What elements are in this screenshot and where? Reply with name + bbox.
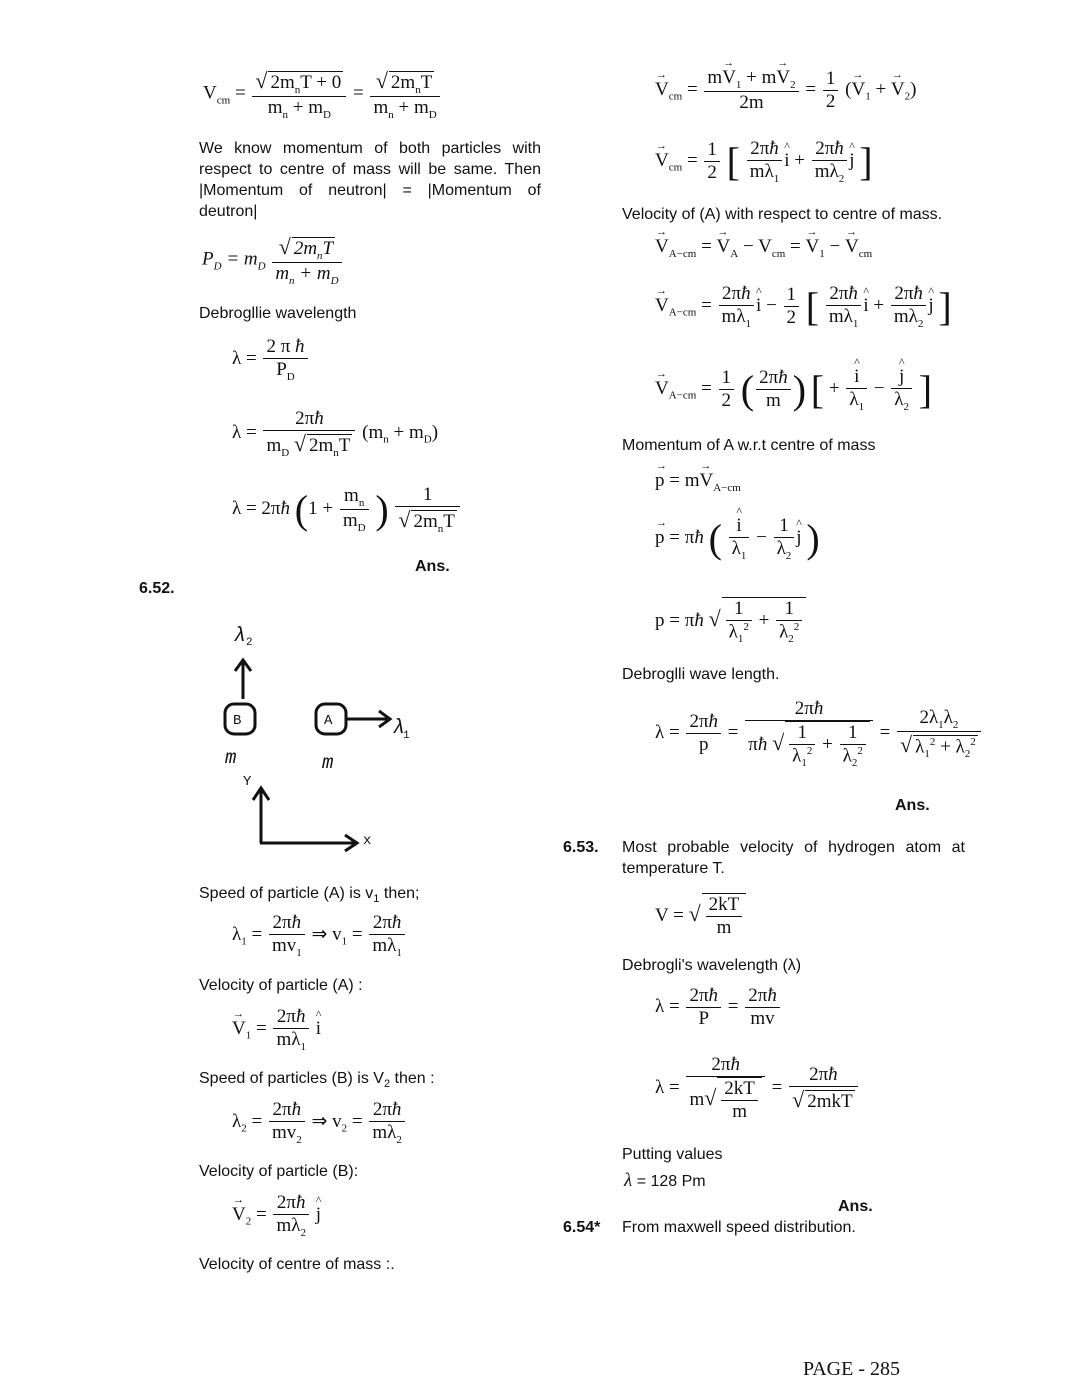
debroglis-wavelength-label: Debrogli's wavelength (λ) <box>622 957 802 974</box>
axis-x-label: x <box>363 833 372 849</box>
intro-paragraph: We know momentum of both particles with respect to centre of mass will be same. Then |Momentum of neutron| = |Momentum of deutron| <box>199 140 541 220</box>
question-number-6-54: 6.54* <box>563 1219 601 1236</box>
equation-vcm-components: → $V_{cm}$ = $\frac{1}{2}$ [ $\frac{2\pi ħ}{m\lambda_1}$ ^ i + $\frac{2\pi ħ}{m\lambda_2}$ ^ j ] <box>655 138 873 185</box>
equation-vcm-vector: → $V_{cm}$ = $\frac{m\to V_1 + m\to V_2}{2m}$ = $\frac{1}{2}$ (→ $V_1$ + → $V_2$) <box>655 67 916 114</box>
equation-va-cm: → $V_{A-cm}$ = → $V_A - V_{cm}$ = → $V_1$ − → $V_{cm}$ <box>655 236 872 260</box>
velocity-cm-label: Velocity of centre of mass :. <box>199 1256 395 1273</box>
velocity-a-cm-label: Velocity of (A) with respect to centre of mass. <box>622 206 943 223</box>
question-6-54-text: From maxwell speed distribution. <box>622 1219 856 1236</box>
question-number-6-52: 6.52. <box>139 580 175 597</box>
lambda2-sub: 2 <box>246 637 253 649</box>
mass-b-label: m <box>225 747 237 769</box>
equation-lambda2: $\lambda_2$ = $\frac{2\pi ħ}{mv_2}$ ⇒ $v_2$ = $\frac{2\pi ħ}{m\lambda_2}$ <box>232 1099 407 1146</box>
velocity-b-label: Velocity of particle (B): <box>199 1163 359 1180</box>
equation-lambda-combined: λ = $\frac{2\pi ħ}{p}$ = 2πħ πħ √ $\frac{1}{\lambda_1^2}$ + $\frac{1}{\lambda_2^2}$ = $\frac{2\lambda_1\lambda_2}{√ \lambda_1^2 + \lambda_2^2}$ <box>655 698 983 769</box>
equation-va-cm-expanded: → $V_{A-cm}$ = $\frac{2\pi ħ}{m\lambda_1}$ ^ i − $\frac{1}{2}$ [ $\frac{2\pi ħ}{m\lambda_1}$ ^ i + $\frac{2\pi ħ}{m\lambda_2}$ ^ j ] <box>655 283 952 330</box>
equation-lambda1: $\lambda_1$ = $\frac{2\pi ħ}{mv_1}$ ⇒ $v_1$ = $\frac{2\pi ħ}{m\lambda_1}$ <box>232 912 407 959</box>
speed-b-text: Speed of particles (B) is $V_2$ then : <box>199 1070 435 1091</box>
equation-most-probable-velocity: V = √ $\frac{2kT}{m}$ <box>655 893 746 939</box>
equation-lambda-mass-sum: λ = $\frac{2\pi ħ}{m_D √ 2m_nT}$ $(m_n + m_D)$ <box>232 408 439 459</box>
equation-v1: → $V_1$ = $\frac{2\pi ħ}{m\lambda_1}$ ^ i <box>232 1006 321 1053</box>
page-number: PAGE - 285 <box>802 1358 900 1380</box>
mass-a-label: m <box>322 752 334 774</box>
equation-va-cm-factored: → $V_{A-cm}$ = $\frac{1}{2}$ ( $\frac{2\pi ħ}{m}$ ) [ + ^ $\frac{i}{\lambda_1}$ − ^ $\frac{j}{\lambda_2}$ ] <box>655 366 932 413</box>
equation-vcm-neutron: $V_{cm}$ = $\frac{√ 2m_nT + 0}{m_n + m_D}$ = $\frac{√ 2m_nT}{m_n + m_D}$ <box>203 68 442 121</box>
equation-p-components: → p = πħ ( ^ $\frac{i}{\lambda_1}$ − $\frac{1}{\lambda_2}$ ^ j ) <box>655 515 820 562</box>
axis-y-label: Y <box>243 774 252 790</box>
particle-a-label: A <box>324 713 333 729</box>
lambda2-label: λ <box>234 625 247 648</box>
equation-pd: $P_D = m_D$ $\frac{√ 2m_nT}{m_n + m_D}$ <box>202 234 344 287</box>
debroglli-label: Debroglli wave length. <box>622 666 780 683</box>
velocity-a-label: Velocity of particle (A) : <box>199 977 363 994</box>
answer-label-2: Ans. <box>895 797 930 814</box>
question-number-6-53: 6.53. <box>563 839 599 856</box>
speed-a-text: Speed of particle (A) is $v_1$ then; <box>199 885 420 906</box>
lambda1-sub: 1 <box>403 730 410 742</box>
lambda1-label: λ <box>393 717 406 740</box>
lambda-symbol: λ <box>624 1170 633 1191</box>
answer-label-3: Ans. <box>838 1198 873 1215</box>
momentum-label: Momentum of A w.r.t centre of mass <box>622 437 876 454</box>
question-6-53-text: Most probable velocity of hydrogen atom at temperature T. <box>622 839 965 877</box>
debroglie-label: Debrogllie wavelength <box>199 305 357 322</box>
equation-lambda-kt: λ = 2πħ m√ $\frac{2kT}{m}$ = $\frac{2\pi ħ}{\text{√ 2mkT}}$ <box>655 1054 860 1123</box>
equation-v2: → $V_2$ = $\frac{2\pi ħ}{m\lambda_2}$ ^ j <box>232 1192 321 1239</box>
answer-label: Ans. <box>415 558 450 575</box>
particle-b-label: B <box>233 713 242 729</box>
particle-diagram <box>215 615 410 860</box>
equation-lambda-p-mv: λ = $\frac{2\pi ħ}{P}$ = $\frac{2\pi ħ}{mv}$ <box>655 985 782 1030</box>
equation-lambda-final: λ = 2πħ (1 + $\frac{m_n}{m_D}$ ) $\frac{1}{√ 2m_nT}$ <box>232 484 462 535</box>
putting-values-label: Putting values <box>622 1146 723 1163</box>
equation-lambda-pd: λ = $\frac{\text{2 π ħ}}{P_D}$ <box>232 336 310 383</box>
equation-p-vector: → $p = m\to V_{A-cm}$ <box>655 470 741 494</box>
equation-p-magnitude: p = πħ √ $\frac{1}{\lambda_1^2}$ + $\frac{1}{\lambda_2^2}$ <box>655 597 806 645</box>
lambda-result: λ = 128 Pm <box>624 1170 706 1191</box>
